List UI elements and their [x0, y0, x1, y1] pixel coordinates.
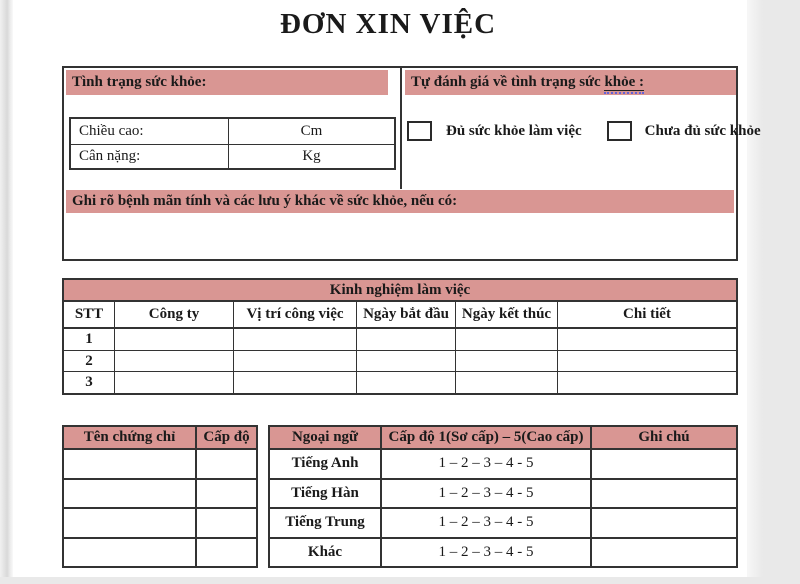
experience-company-cell[interactable]	[114, 372, 233, 393]
experience-end-date-cell[interactable]	[455, 351, 557, 372]
experience-row-number: 2	[85, 352, 93, 369]
experience-details-cell[interactable]	[557, 329, 736, 350]
language-name: Tiếng Anh	[291, 455, 359, 472]
languages-header-row	[270, 427, 736, 450]
experience-col-details: Chi tiết	[557, 302, 736, 327]
experience-position-cell[interactable]	[233, 351, 356, 372]
experience-col-position: Vị trí công việc	[233, 302, 356, 327]
weight-unit-cell[interactable]: Kg	[229, 144, 394, 169]
certificate-name-cell[interactable]	[64, 480, 195, 508]
experience-position-cell[interactable]	[233, 372, 356, 393]
experience-end-date-cell[interactable]	[455, 329, 557, 350]
weight-label: Cân nặng:	[71, 144, 229, 169]
page-title: ĐƠN XIN VIỆC	[279, 8, 497, 40]
page-margin-left	[0, 0, 13, 577]
language-row-chinese	[270, 509, 736, 539]
language-level-scale[interactable]: 1 – 2 – 3 – 4 - 5	[380, 539, 590, 567]
language-name: Khác	[307, 543, 343, 560]
health-section-divider	[400, 68, 402, 189]
experience-row-number: 3	[85, 374, 93, 391]
language-row-english	[270, 450, 736, 480]
self-assessment-header-text: Tự đánh giá về tình trạng sức	[411, 74, 605, 90]
language-name: Tiếng Trung	[285, 514, 365, 531]
health-checkbox-row	[407, 120, 761, 142]
experience-table	[62, 278, 738, 395]
health-section	[62, 66, 761, 261]
chronic-disease-notes-input[interactable]	[66, 213, 734, 257]
height-label: Chiều cao:	[71, 119, 229, 144]
certificate-row	[64, 480, 256, 510]
certificate-row	[64, 450, 256, 480]
language-note-cell[interactable]	[590, 509, 736, 537]
languages-col-level-scale: Cấp độ 1(Sơ cấp) – 5(Cao cấp)	[380, 427, 590, 448]
certificate-row	[64, 539, 256, 567]
health-status-header: Tình trạng sức khỏe:	[66, 70, 388, 95]
experience-col-stt: STT	[74, 306, 104, 322]
certificate-level-cell[interactable]	[195, 450, 256, 478]
certificates-table	[62, 425, 258, 568]
experience-position-cell[interactable]	[233, 329, 356, 350]
languages-col-language: Ngoại ngữ	[291, 429, 359, 445]
language-level-scale[interactable]: 1 – 2 – 3 – 4 - 5	[380, 480, 590, 508]
experience-row-number: 1	[85, 330, 93, 347]
certificates-header-row	[64, 427, 256, 450]
language-row-korean	[270, 480, 736, 510]
language-row-other	[270, 539, 736, 567]
certificate-name-cell[interactable]	[64, 539, 195, 567]
checkbox-fit-to-work[interactable]	[407, 121, 432, 141]
language-level-scale[interactable]: 1 – 2 – 3 – 4 - 5	[380, 509, 590, 537]
experience-details-cell[interactable]	[557, 372, 736, 393]
certificate-name-cell[interactable]	[64, 509, 195, 537]
height-unit-cell[interactable]: Cm	[300, 122, 323, 139]
chronic-disease-notes-header: Ghi rõ bệnh mãn tính và các lưu ý khác về sức khỏe, nếu có:	[66, 190, 734, 213]
experience-row-1	[64, 329, 736, 351]
languages-table	[268, 425, 738, 568]
experience-row-2	[64, 351, 736, 373]
language-level-scale[interactable]: 1 – 2 – 3 – 4 - 5	[380, 450, 590, 478]
certificate-row	[64, 509, 256, 539]
language-note-cell[interactable]	[590, 450, 736, 478]
self-assessment-header-underlined: khỏe :	[604, 74, 645, 90]
experience-col-end-date: Ngày kết thúc	[455, 302, 557, 327]
language-name: Tiếng Hàn	[291, 484, 359, 501]
self-assessment-header	[405, 70, 736, 95]
certificate-level-cell[interactable]	[195, 539, 256, 567]
experience-col-company: Công ty	[114, 302, 233, 327]
language-note-cell[interactable]	[590, 480, 736, 508]
certificate-level-cell[interactable]	[195, 509, 256, 537]
checkbox-not-fit-label: Chưa đủ sức khỏe	[644, 122, 761, 139]
checkbox-not-fit[interactable]	[607, 121, 632, 141]
certificate-name-cell[interactable]	[64, 450, 195, 478]
experience-start-date-cell[interactable]	[356, 329, 455, 350]
certificates-col-name: Tên chứng chỉ	[83, 429, 176, 445]
experience-start-date-cell[interactable]	[356, 372, 455, 393]
language-note-cell[interactable]	[590, 539, 736, 567]
experience-col-start-date: Ngày bắt đầu	[356, 302, 455, 327]
experience-header-row	[64, 302, 736, 329]
experience-row-3	[64, 372, 736, 393]
experience-company-cell[interactable]	[114, 351, 233, 372]
checkbox-fit-to-work-label: Đủ sức khỏe làm việc	[446, 122, 582, 139]
experience-company-cell[interactable]	[114, 329, 233, 350]
height-weight-table	[69, 117, 396, 170]
experience-details-cell[interactable]	[557, 351, 736, 372]
certificate-level-cell[interactable]	[195, 480, 256, 508]
experience-start-date-cell[interactable]	[356, 351, 455, 372]
languages-col-note: Ghi chú	[590, 427, 736, 448]
certificates-col-level: Cấp độ	[195, 427, 256, 448]
experience-table-title: Kinh nghiệm làm việc	[64, 280, 736, 302]
experience-end-date-cell[interactable]	[455, 372, 557, 393]
page-margin-right	[747, 0, 763, 577]
